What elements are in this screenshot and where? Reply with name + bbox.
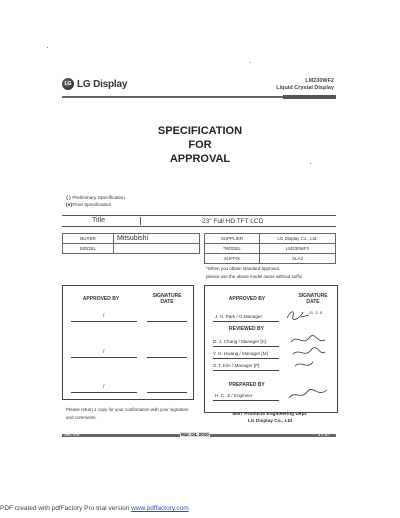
supplier-row bbox=[205, 234, 336, 244]
left-approved-by-heading: APPROVED BY bbox=[82, 296, 120, 302]
preparer-signature-icon bbox=[287, 386, 331, 402]
title-line-1: SPECIFICATION bbox=[157, 125, 243, 137]
buyer-table bbox=[62, 233, 200, 254]
supplier-label: SUPPLIER bbox=[205, 234, 260, 244]
buyer-row bbox=[63, 234, 200, 244]
buyer-label: BUYER bbox=[63, 234, 114, 244]
return-copy-note: Please return 1 copy for your confirmation with your signature and comments. bbox=[66, 407, 189, 420]
reviewer-2-name: Y. H. Hwang / Manager [M] bbox=[213, 351, 268, 356]
lg-logo-icon: LG bbox=[62, 78, 74, 90]
prepared-by-heading: PREPARED BY bbox=[229, 382, 265, 388]
reviewer-1-line bbox=[213, 346, 279, 347]
buyer-model-row bbox=[63, 244, 200, 254]
supplier-model-value: LM230WF2 bbox=[260, 244, 336, 254]
company-name: LG Display Co., Ltd bbox=[247, 419, 293, 424]
supplier-suffix-row bbox=[205, 254, 336, 264]
buyer-approval-box bbox=[62, 285, 194, 400]
preparer-line bbox=[213, 400, 279, 401]
preliminary-label: Preliminary Specification bbox=[72, 196, 125, 201]
title-separator bbox=[140, 217, 141, 225]
preliminary-mark: ( ) bbox=[66, 196, 71, 201]
suffix-value: SLA2 bbox=[260, 254, 336, 264]
final-row bbox=[66, 203, 125, 210]
suffix-label: SUFFIX bbox=[205, 254, 260, 264]
title-label: Title bbox=[92, 217, 105, 224]
final-label: Final Specification bbox=[72, 202, 112, 208]
pdf-watermark-note bbox=[0, 505, 189, 512]
approval-note-2: please use the above model name without suffix bbox=[206, 274, 302, 279]
approver-name: J. H. Park / G.Manager bbox=[215, 314, 262, 319]
buyer-model-label: MODEL bbox=[63, 244, 114, 254]
approver-line bbox=[213, 321, 279, 322]
footer-page-number: 1 / 37 bbox=[318, 432, 330, 437]
header-model-code: LM230WF2 bbox=[305, 78, 334, 84]
scan-speck bbox=[250, 62, 251, 63]
right-signature-date-heading: SIGNATURE DATE bbox=[298, 293, 328, 305]
reviewer-2-line bbox=[213, 358, 279, 359]
supplier-approval-box bbox=[204, 285, 338, 413]
left-slash: / bbox=[103, 349, 105, 355]
left-signature-line bbox=[71, 357, 137, 358]
reviewer-3-line bbox=[213, 370, 279, 371]
header-rule-accent bbox=[283, 95, 336, 99]
left-signature-line bbox=[71, 321, 137, 322]
reviewed-by-heading: REVIEWED BY bbox=[229, 326, 265, 332]
pdffactory-link[interactable]: www.pdffactory.com bbox=[131, 505, 189, 512]
preparer-name: H. C. Ji / Engineer bbox=[215, 393, 253, 398]
lg-display-logo bbox=[62, 78, 127, 90]
right-approved-by-heading: APPROVED BY bbox=[228, 296, 266, 302]
dept-name: MNT Products Engineering Dept. bbox=[232, 412, 308, 417]
left-signature-line bbox=[71, 392, 137, 393]
supplier-table bbox=[204, 233, 336, 264]
title-value: 23" Full HD TFT LCD bbox=[202, 217, 264, 225]
left-date-line bbox=[147, 321, 187, 322]
scan-speck bbox=[47, 47, 48, 48]
footer-version: Ver. 0.0 bbox=[64, 432, 80, 437]
left-slash: / bbox=[103, 384, 105, 390]
approval-note-1: *When you obtain standard approval, bbox=[206, 266, 281, 271]
buyer-value: Mitsubishi bbox=[114, 234, 200, 244]
supplier-model-label: *MODEL bbox=[205, 244, 260, 254]
approver-signature-icon bbox=[285, 308, 329, 322]
left-signature-date-heading: SIGNATURE DATE bbox=[152, 293, 182, 305]
title-line-3: APPROVAL bbox=[169, 153, 231, 165]
title-line-2: FOR bbox=[188, 139, 212, 151]
reviewer-1-name: D. J. Chang / Manager [C] bbox=[213, 339, 267, 344]
logo-text: LG Display bbox=[77, 78, 128, 90]
supplier-model-row bbox=[205, 244, 336, 254]
approver-sig-date: 11. 3. 5 bbox=[309, 310, 323, 315]
supplier-value: LG Display Co., Ltd. bbox=[260, 234, 336, 244]
spec-type-block bbox=[66, 196, 125, 209]
pdf-note-text: PDF created with pdfFactory Pro trial version bbox=[0, 505, 132, 512]
left-slash: / bbox=[103, 313, 105, 319]
header-doc-type: Liquid Crystal Display bbox=[276, 85, 334, 91]
footer-date: Mar. 04, 2010 bbox=[181, 432, 209, 437]
left-date-line bbox=[147, 357, 187, 358]
final-mark: (●) bbox=[66, 202, 73, 208]
title-row bbox=[62, 215, 336, 227]
buyer-model-value bbox=[114, 244, 200, 254]
document-title bbox=[0, 124, 400, 166]
reviewer-signatures-icon bbox=[287, 334, 331, 372]
reviewer-3-name: G.T. Kim / Manager [P] bbox=[213, 363, 260, 368]
left-date-line bbox=[147, 392, 187, 393]
